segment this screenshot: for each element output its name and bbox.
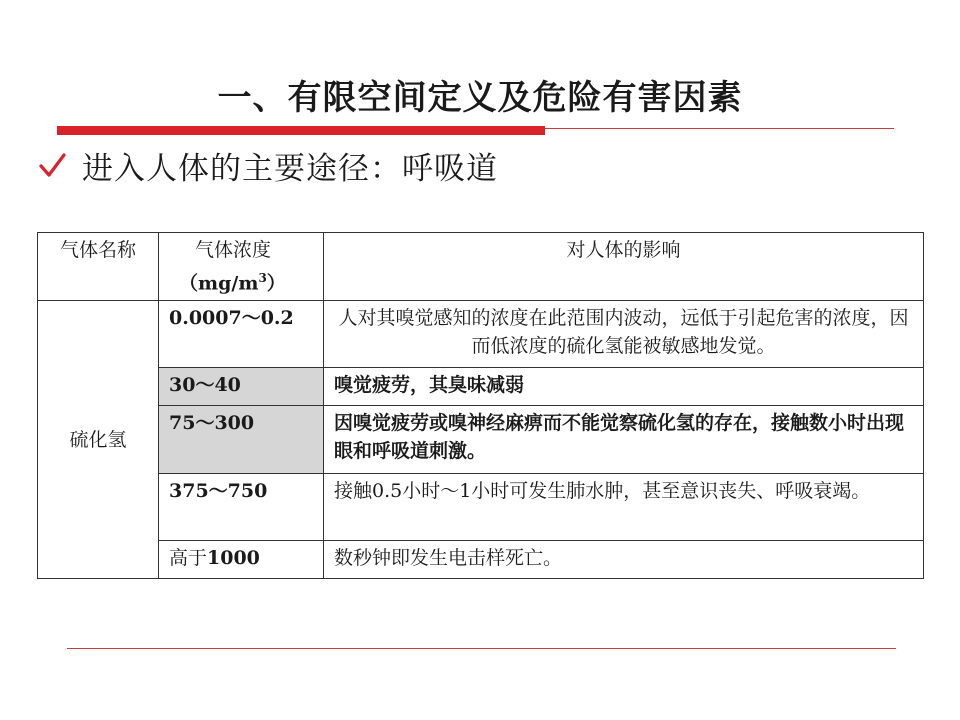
concentration-prefix: 高于 [169,547,208,570]
concentration-value: 1000 [207,547,260,570]
header-gas-name: 气体名称 [38,233,159,301]
effect-cell: 因嗅觉疲劳或嗅神经麻痹而不能觉察硫化氢的存在，接触数小时出现眼和呼吸道刺激。 [324,406,924,474]
table-row [38,368,924,406]
title-underline-thin [545,128,894,129]
effect-cell: 接触0.5小时～1小时可发生肺水肿，甚至意识丧失、呼吸衰竭。 [324,474,924,541]
header-concentration-line2 [173,264,313,297]
gas-name-cell: 硫化氢 [38,301,159,579]
table-row [38,541,924,579]
table-row [38,406,924,474]
effect-cell: 嗅觉疲劳，其臭味减弱 [324,368,924,406]
table-row [38,474,924,541]
effect-cell: 数秒钟即发生电击样死亡。 [324,541,924,579]
gas-effects-table [37,232,924,579]
header-unit: （mg/m [179,272,259,295]
header-unit-sup: 3 [258,271,267,285]
header-unit-close: ） [266,272,286,295]
bullet-text: 进入人体的主要途径：呼吸道 [82,150,498,187]
header-concentration-line1: 气体浓度 [195,239,272,261]
header-concentration [159,233,324,301]
effect-cell: 人对其嗅觉感知的浓度在此范围内波动，远低于引起危害的浓度，因而低浓度的硫化氢能被敏感地发觉。 [324,301,924,368]
table-header-row [38,233,924,301]
checkmark-icon [38,151,66,179]
bullet-point [38,142,498,188]
header-effect: 对人体的影响 [324,233,924,301]
concentration-cell: 375～750 [159,474,324,541]
concentration-cell: 75～300 [159,406,324,474]
title-underline-thick [57,126,545,135]
concentration-cell: 0.0007～0.2 [159,301,324,368]
footer-rule [67,648,896,649]
slide-title: 一、有限空间定义及危险有害因素 [217,78,743,118]
concentration-cell [159,541,324,579]
table-row [38,301,924,368]
concentration-cell: 30～40 [159,368,324,406]
